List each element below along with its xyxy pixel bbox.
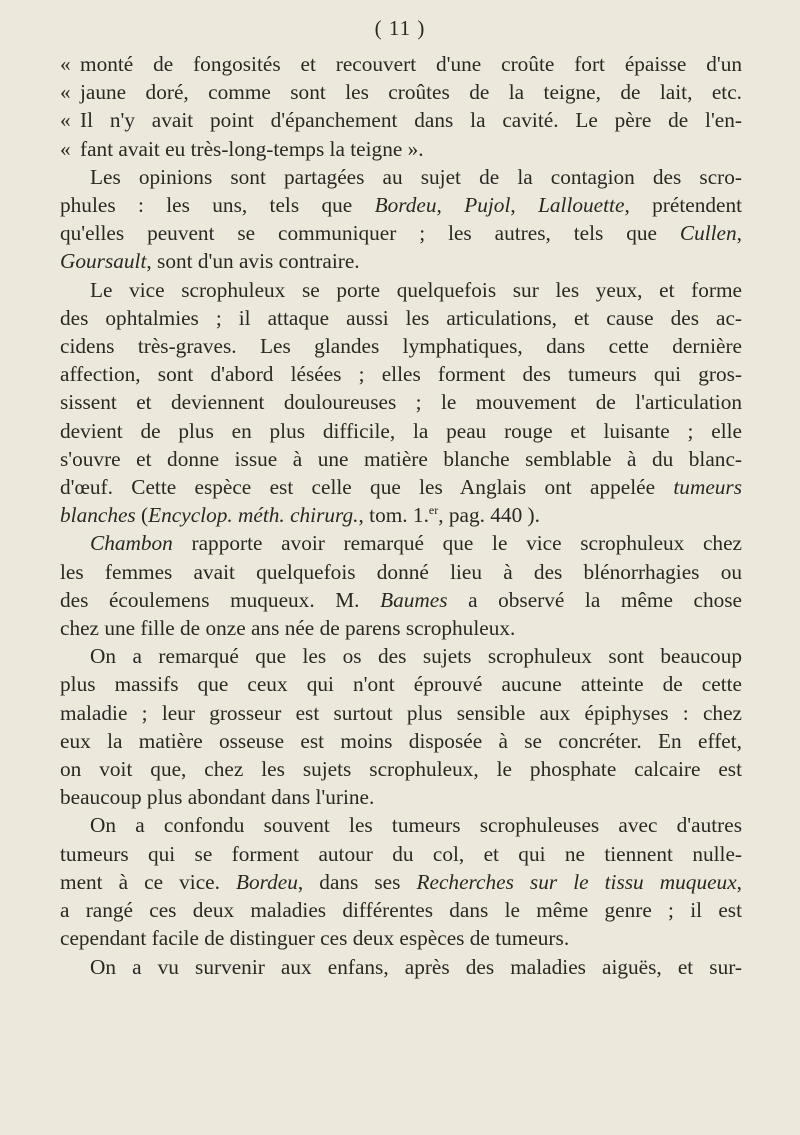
text-line: Le vice scrophuleux se porte quelquefois sur les yeux, et forme: [90, 277, 742, 302]
text-line: s'ouvre et donne issue à une matière blanche semblable à du blanc-: [60, 446, 742, 471]
text-line: les femmes avait quelquefois donné lieu à des blénorrhagies ou: [60, 559, 742, 584]
line-text: , pag. 440 ).: [438, 503, 540, 528]
text-line: maladie ; leur grosseur est surtout plus sensible aux épiphyses : chez: [60, 700, 742, 725]
text-line: Les opinions sont partagées au sujet de la contagion des scro-: [90, 164, 742, 189]
text-line: eux la matière osseuse est moins disposée à se concréter. En effet,: [60, 728, 742, 753]
line-text: qu'elles peuvent se communiquer ; les autres, tels que: [60, 221, 680, 246]
citation-title: Encyclop. méth. chirurg.: [148, 503, 359, 528]
author-name: Baumes: [380, 587, 448, 612]
line-text: ,: [736, 869, 742, 894]
text-line: cependant facile de distinguer ces deux espèces de tumeurs.: [60, 926, 570, 951]
line-text: rapporte avoir remarqué que le vice scrophuleux chez: [172, 531, 742, 556]
line-text: , sont d'un avis contraire.: [146, 249, 360, 274]
author-name: Chambon: [90, 531, 173, 556]
line-text: ment à ce vice.: [60, 869, 236, 894]
text-line: cidens très-graves. Les glandes lymphatiques, dans cette dernière: [60, 334, 742, 359]
line-text: a observé la même chose: [447, 587, 742, 612]
line-text: des écoulemens muqueux. M.: [60, 587, 381, 612]
author-name: Bordeu: [236, 869, 298, 894]
text-line: chez une fille de onze ans née de parens scrophuleux.: [60, 616, 516, 641]
text-line: On a confondu souvent les tumeurs scrophuleuses avec d'autres: [90, 813, 742, 838]
author-name: Lallouette: [538, 193, 625, 218]
line-text: Il n'y avait point d'épanchement dans la cavité. Le père de l'en-: [80, 108, 742, 133]
text-line: [60, 501, 742, 529]
quote-mark: «: [60, 108, 71, 133]
text-line: [60, 191, 742, 219]
author-name: Goursault: [60, 249, 147, 274]
text-line: [60, 106, 742, 134]
text-line: [60, 586, 742, 614]
line-text: d'œuf. Cette espèce est celle que les Anglais ont appelée: [60, 475, 674, 500]
text-line: [60, 78, 742, 106]
author-name: Pujol: [464, 193, 511, 218]
text-line: beaucoup plus abondant dans l'urine.: [60, 785, 375, 810]
text-line: [60, 473, 742, 501]
line-text: fant avait eu très-long-temps la teigne ».: [80, 136, 424, 161]
text-line: On a remarqué que les os des sujets scrophuleux sont beaucoup: [90, 644, 742, 669]
text-line: [60, 868, 742, 896]
line-text: , tom. 1.: [358, 503, 429, 528]
page-number: ( 11 ): [374, 16, 426, 40]
line-text: ,: [436, 193, 465, 218]
citation-title: Recherches sur le tissu muqueux: [416, 869, 737, 894]
italic-term: tumeurs: [673, 475, 742, 500]
line-text: phules : les uns, tels que: [60, 193, 375, 218]
body-text: [60, 50, 742, 981]
text-line: [60, 219, 742, 247]
line-text: ,: [736, 221, 742, 246]
text-line: a rangé ces deux maladies différentes dans le même genre ; il est: [60, 898, 742, 923]
text-line: [60, 247, 742, 275]
text-line: [60, 50, 742, 78]
quote-mark: «: [60, 80, 71, 105]
line-text: jaune doré, comme sont les croûtes de la teigne, de lait, etc.: [80, 80, 742, 105]
text-line: affection, sont d'abord lésées ; elles forment des tumeurs qui gros-: [60, 362, 742, 387]
line-text: monté de fongosités et recouvert d'une croûte fort épaisse d'un: [80, 52, 742, 76]
text-line: tumeurs qui se forment autour du col, et qui ne tiennent nulle-: [60, 841, 742, 866]
text-line: devient de plus en plus difficile, la peau rouge et luisante ; elle: [60, 418, 742, 443]
text-line: on voit que, chez les sujets scrophuleux, le phosphate calcaire est: [60, 757, 742, 782]
text-line: sissent et deviennent douloureuses ; le mouvement de l'articulation: [60, 390, 742, 415]
text-line: [60, 529, 742, 557]
line-text: , prétendent: [624, 193, 743, 218]
superscript: er: [428, 503, 439, 518]
author-name: Bordeu: [374, 193, 437, 218]
text-line: des ophtalmies ; il attaque aussi les articulations, et cause des ac-: [60, 305, 742, 330]
text-line: On a vu survenir aux enfans, après des maladies aiguës, et sur-: [90, 954, 742, 979]
quote-mark: «: [60, 136, 71, 161]
italic-term: blanches: [60, 503, 136, 528]
author-name: Cullen: [679, 221, 737, 246]
line-text: (: [135, 503, 149, 528]
line-text: , dans ses: [297, 869, 417, 894]
quote-mark: «: [60, 52, 71, 76]
line-text: ,: [510, 193, 539, 218]
text-line: plus massifs que ceux qui n'ont éprouvé aucune atteinte de cette: [60, 672, 742, 697]
text-line: [60, 135, 742, 163]
